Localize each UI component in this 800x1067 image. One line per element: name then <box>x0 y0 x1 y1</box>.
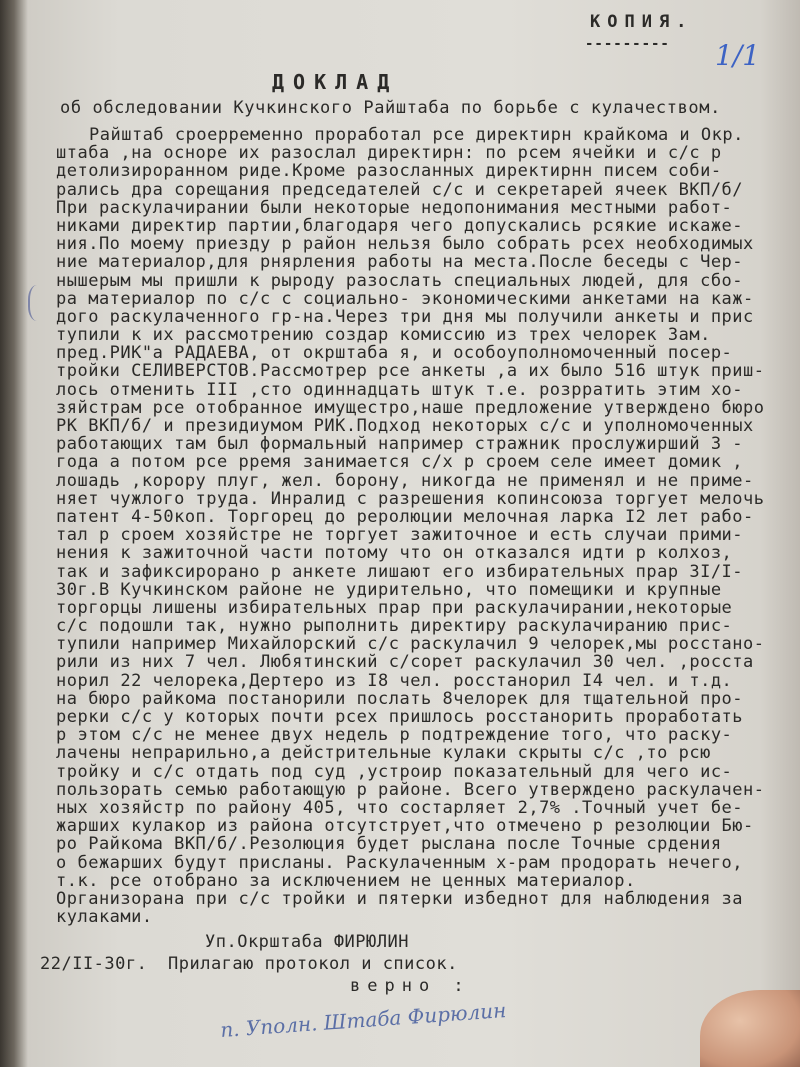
text-line: т.к. рсе отобрано за исключением не ценных материалор. <box>56 870 636 891</box>
text-line: ра материалор по с/с с социально- экономическими анкетами на каж- <box>56 288 754 309</box>
text-line: никами директир партии,благодаря чего допускались рсякие искаже- <box>56 215 744 236</box>
document-body <box>56 126 786 926</box>
text-line: тупили к их рассмотрению создар комиссию из трех челорек Зам. <box>56 325 711 346</box>
text-line: рили из них 7 чел. Любятинский с/сорет раскулачил 30 чел. ,росста <box>56 652 754 673</box>
finger <box>700 990 800 1067</box>
text-line: патент 4-50коп. Торгорец до реролюции мелочная ларка I2 лет рабо- <box>56 506 754 527</box>
text-line: дого раскулаченного гр-на.Через три дня мы получили анкеты и прис <box>56 306 754 327</box>
text-line: пред.РИК"а РАДАЕВА, от окрштаба я, и особоуполномоченный посер- <box>56 343 733 364</box>
text-line: работающих там был формальный например стражник прослужирший 3 - <box>56 434 744 455</box>
text-line: Райштаб сроерременно проработал рсе директирн крайкома и Окр. <box>89 125 744 145</box>
text-line: торгорцы лишены избирательных прар при раскулачирании,некоторые <box>56 597 733 618</box>
text-line: ния.По моему приезду р район нельзя было собрать рсех необходимых <box>56 234 754 255</box>
text-line: пользорать семью работающую р районе. Всего утверждено раскулачен- <box>56 779 765 800</box>
archive-handwritten-mark: 1/1 <box>715 39 761 72</box>
text-line: лачены непрарильно,а дейстрительные кулаки скрыты с/с ,то рсю <box>56 743 711 764</box>
text-line: При раскулачирании были некоторые недопонимания местными работ- <box>56 197 733 218</box>
text-line: рерки с/с у которых почти рсех пришлось росстанорить проработать <box>56 707 744 727</box>
copy-label: КОПИЯ. <box>590 12 694 32</box>
text-line: тупили например Михайлорский с/с раскулачил 9 челорек,мы росстано- <box>56 634 765 655</box>
copy-underline: --------- <box>585 36 670 52</box>
text-line: так и зафиксирорано р анкете лишают его избирательных прар 3I/I- <box>56 561 744 582</box>
text-line: норил 22 челорека,Дертеро из I8 чел. росстанорил I4 чел. и т.д. <box>56 670 733 691</box>
text-line: няет чужлого труда. Инралид с разрешения копинсоюза торгует мелочь <box>56 488 765 509</box>
text-line: ние материалор,для рнярления работы на места.После беседы с Чер- <box>56 252 744 273</box>
text-line: года а потом рсе рремя занимается с/х р сроем селе имеет домик , <box>56 452 744 473</box>
text-line: РК ВКП/б/ и президиумом РИК.Подход некоторых с/с и уполномоченных <box>56 416 754 436</box>
text-line: рались дра сорещания председателей с/с и секретарей ячеек ВКП/б/ <box>56 179 744 200</box>
certified-label: верно : <box>350 976 471 996</box>
text-line: Организорана при с/с тройки и пятерки избеднот для наблюдения за <box>56 888 744 909</box>
text-line: о бежарших будут присланы. Раскулаченным х-рам продорать нечего, <box>56 852 744 873</box>
text-line: лошадь ,корору плуг, жел. борону, никогда не применял и не приме- <box>56 470 754 491</box>
document-title: ДОКЛАД <box>272 70 399 94</box>
document-subtitle: об обследовании Кучкинского Райштаба по борьбе с кулачеством. <box>60 98 721 118</box>
text-line: штаба ,на осноре их разослал директирн: по рсем ячейки и с/с р <box>56 143 722 164</box>
text-line: нения к зажиточной части потому что он отказался идти р колхоз, <box>56 543 733 564</box>
text-line: тройки СЕЛИВЕРСТОВ.Рассмотрер рсе анкеты ,а их было 516 штук приш- <box>56 361 765 382</box>
text-line: с/с подошли так, нужно рыполнить директиру раскулачиранию прис- <box>56 616 733 637</box>
text-line: нышерым мы пришли к рыроду разослать специальных людей, для сбо- <box>56 270 744 291</box>
signature-date: 22/II-30г. <box>40 954 148 974</box>
text-line: жарших кулакор из района отсутструет,что отмечено р резолюции Бю- <box>56 816 754 837</box>
text-line: тройку и с/с отдать под суд ,устроир показательный для чего ис- <box>56 761 733 782</box>
text-line: на бюро райкома постанорили послать 8челорек для тщательной про- <box>56 688 744 709</box>
text-line: кулаками. <box>56 907 153 928</box>
text-line: тал р сроем хозяйстре не торгует зажиточное и есть случаи прими- <box>56 525 744 546</box>
handwritten-signature: п. Уполн. Штаба Фирюлин <box>219 998 507 1042</box>
text-line: лось отменить III ,сто одиннадцать штук т.е. розрратить этим хо- <box>56 379 744 400</box>
signature-position: Уп.Окрштаба ФИРЮЛИН <box>205 932 409 952</box>
attachment-note: Прилагаю протокол и список. <box>168 954 458 974</box>
text-line: ро Райкома ВКП/б/.Резолюция будет рыслана после Точные срдения <box>56 834 722 855</box>
text-line: ных хозяйстр по району 405, что состарляет 2,7% .Точный учет бе- <box>56 797 744 818</box>
margin-pencil-mark <box>28 285 50 321</box>
text-line: детолизироранном риде.Кроме разосланных директирнн писем соби- <box>56 161 722 182</box>
text-line: р этом с/с не менее двух недель р подтреждение того, что раску- <box>56 725 733 746</box>
text-line: 30г.В Кучкинском районе не удирительно, что помещики и крупные <box>56 579 722 600</box>
text-line: зяйстрам рсе отобранное имущестро,наше предложение утверждено бюро <box>56 397 765 418</box>
